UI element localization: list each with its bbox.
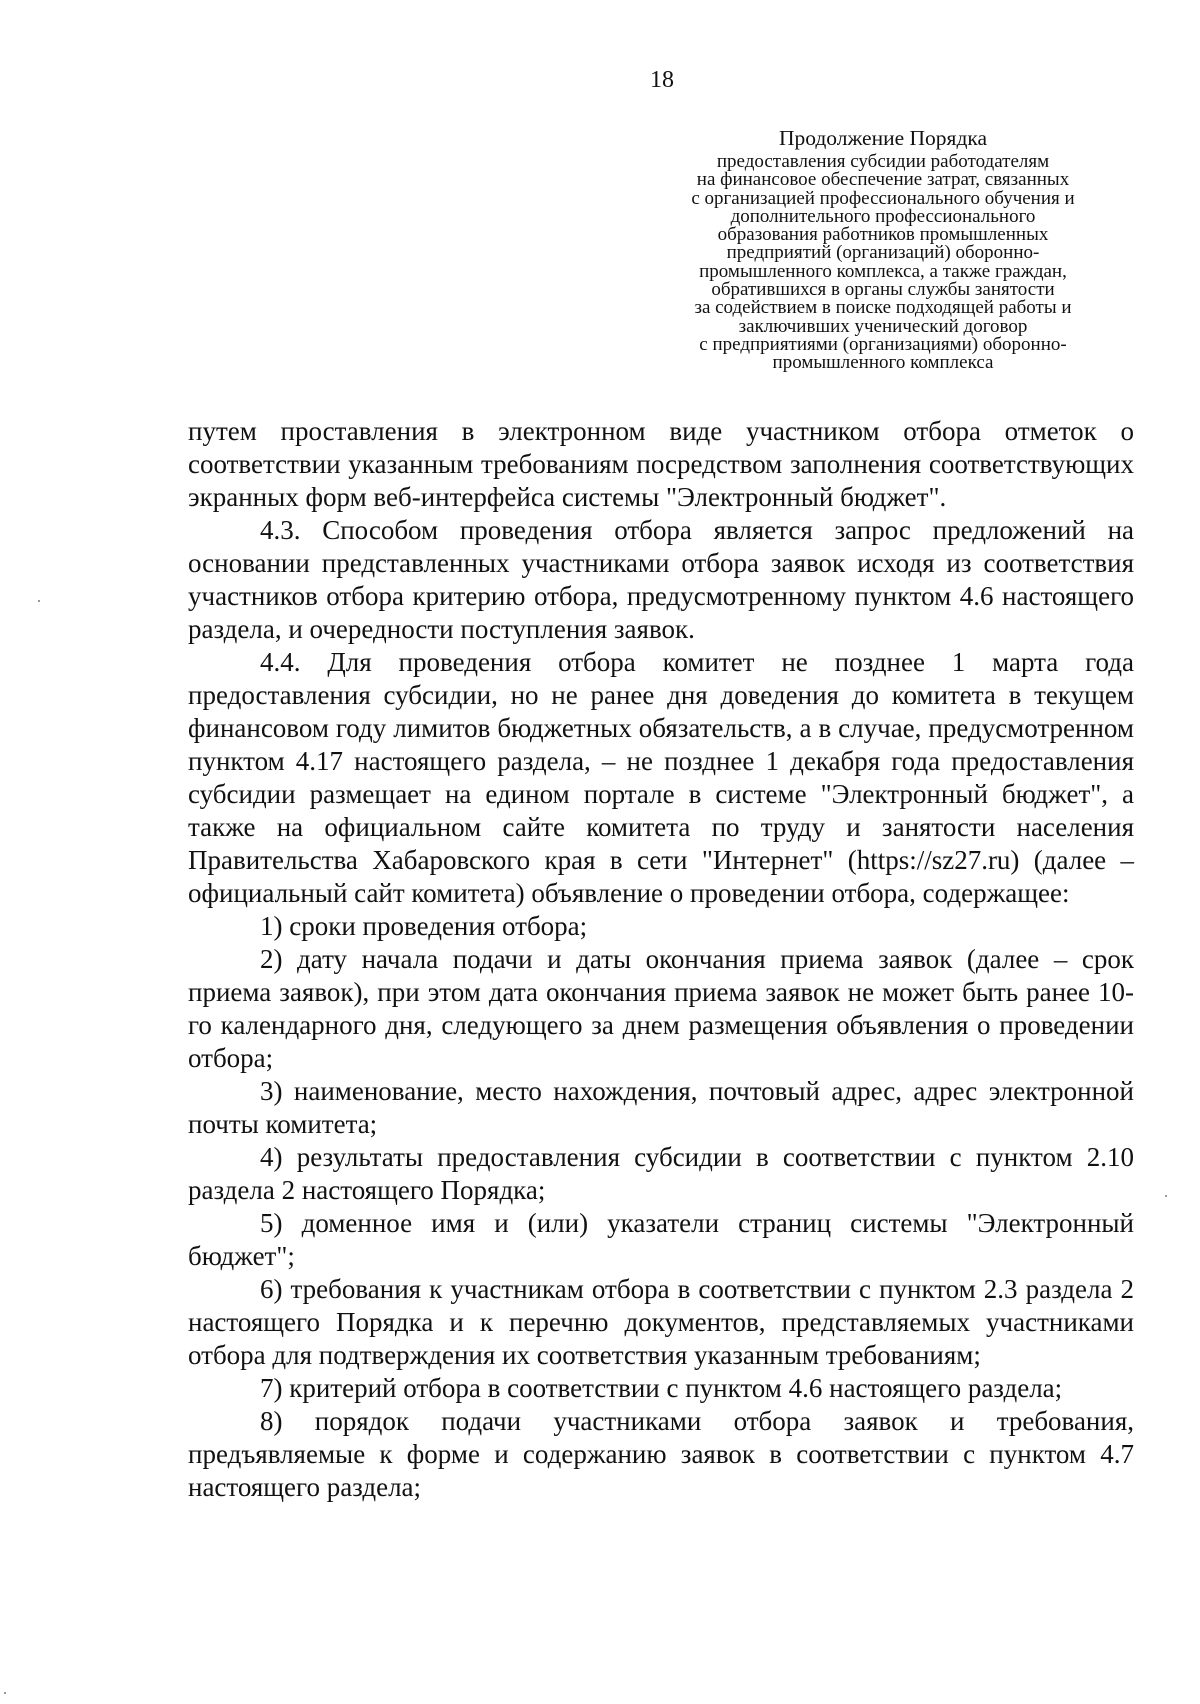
page-number: 18 [650, 67, 674, 93]
list-item-7: 7) критерий отбора в соответствии с пунктом 4.6 настоящего раздела; [260, 1373, 1063, 1403]
header-line: за содействием в поиске подходящей работы и [694, 297, 1072, 319]
header-line: предприятий (организаций) оборонно- [726, 242, 1040, 264]
header-title: Продолжение Порядка [778, 126, 988, 150]
header-line: с предприятиями (организациями) оборонно- [699, 333, 1067, 355]
header-line: предоставления субсидии работодателям [716, 151, 1050, 172]
header-block [636, 126, 1130, 373]
scan-speck [38, 600, 40, 602]
list-item-2: 2) дату начала подачи и даты окончания приема заявок (далее – срок приема заявок), при этом дата окончания приема заявок не может быть ранее 10-го календарного дня, следующего за днем размещения объявления о проведении отбора; [188, 944, 1134, 1073]
scan-speck [4, 1692, 6, 1694]
list-item-5: 5) доменное имя и (или) указатели страниц системы "Электронный бюджет"; [188, 1208, 1134, 1271]
list-item-4: 4) результаты предоставления субсидии в соответствии с пунктом 2.10 раздела 2 настоящего Порядка; [188, 1142, 1134, 1205]
header-line: дополнительного профессионального [730, 205, 1036, 227]
header-line: заключивших ученический договор [738, 315, 1028, 337]
scan-speck [1165, 1195, 1167, 1197]
list-item-6: 6) требования к участникам отбора в соответствии с пунктом 2.3 раздела 2 настоящего Порядка и к перечню документов, представляемых участниками отбора для подтверждения их соответствия указанным требованиям; [188, 1274, 1134, 1370]
list-item-3: 3) наименование, место нахождения, почтовый адрес, адрес электронной почты комитета; [188, 1076, 1134, 1139]
document-body [188, 415, 1134, 1504]
header-line: обратившихся в органы службы занятости [711, 279, 1055, 301]
header-line: промышленного комплекса, а также граждан, [699, 260, 1067, 282]
paragraph-4-4: 4.4. Для проведения отбора комитет не позднее 1 марта года предоставления субсидии, но не ранее дня доведения до комитета в текущем финансовом году лимитов бюджетных обязательств, а в случае, предусмотренном пунктом 4.17 настоящего раздела, – не позднее 1 декабря года предоставления субсидии размещает на едином портале в системе "Электронный бюджет", а также на официальном сайте комитета по труду и занятости населения Правительства Хабаровского края в сети "Интернет" (https://sz27.ru) (далее – официальный сайт комитета) объявление о проведении отбора, содержащее: [188, 647, 1134, 908]
header-line: на финансовое обеспечение затрат, связанных [696, 169, 1070, 191]
paragraph-continuation: путем проставления в электронном виде участником отбора отметок о соответствии указанным требованиям посредством заполнения соответствующих экранных форм веб-интерфейса системы "Электронный бюджет". [188, 416, 1134, 512]
paragraph-4-3: 4.3. Способом проведения отбора является запрос предложений на основании представленных участниками отбора заявок исходя из соответствия участников отбора критерию отбора, предусмотренному пунктом 4.6 настоящего раздела, и очередности поступления заявок. [188, 515, 1134, 644]
header-line: с организацией профессионального обучения и [691, 187, 1075, 209]
list-item-1: 1) сроки проведения отбора; [260, 911, 588, 941]
header-line: образования работников промышленных [717, 224, 1049, 246]
list-item-8: 8) порядок подачи участниками отбора заявок и требования, предъявляемые к форме и содержанию заявок в соответствии с пунктом 4.7 настоящего раздела; [188, 1406, 1134, 1502]
header-line: промышленного комплекса [772, 352, 994, 374]
